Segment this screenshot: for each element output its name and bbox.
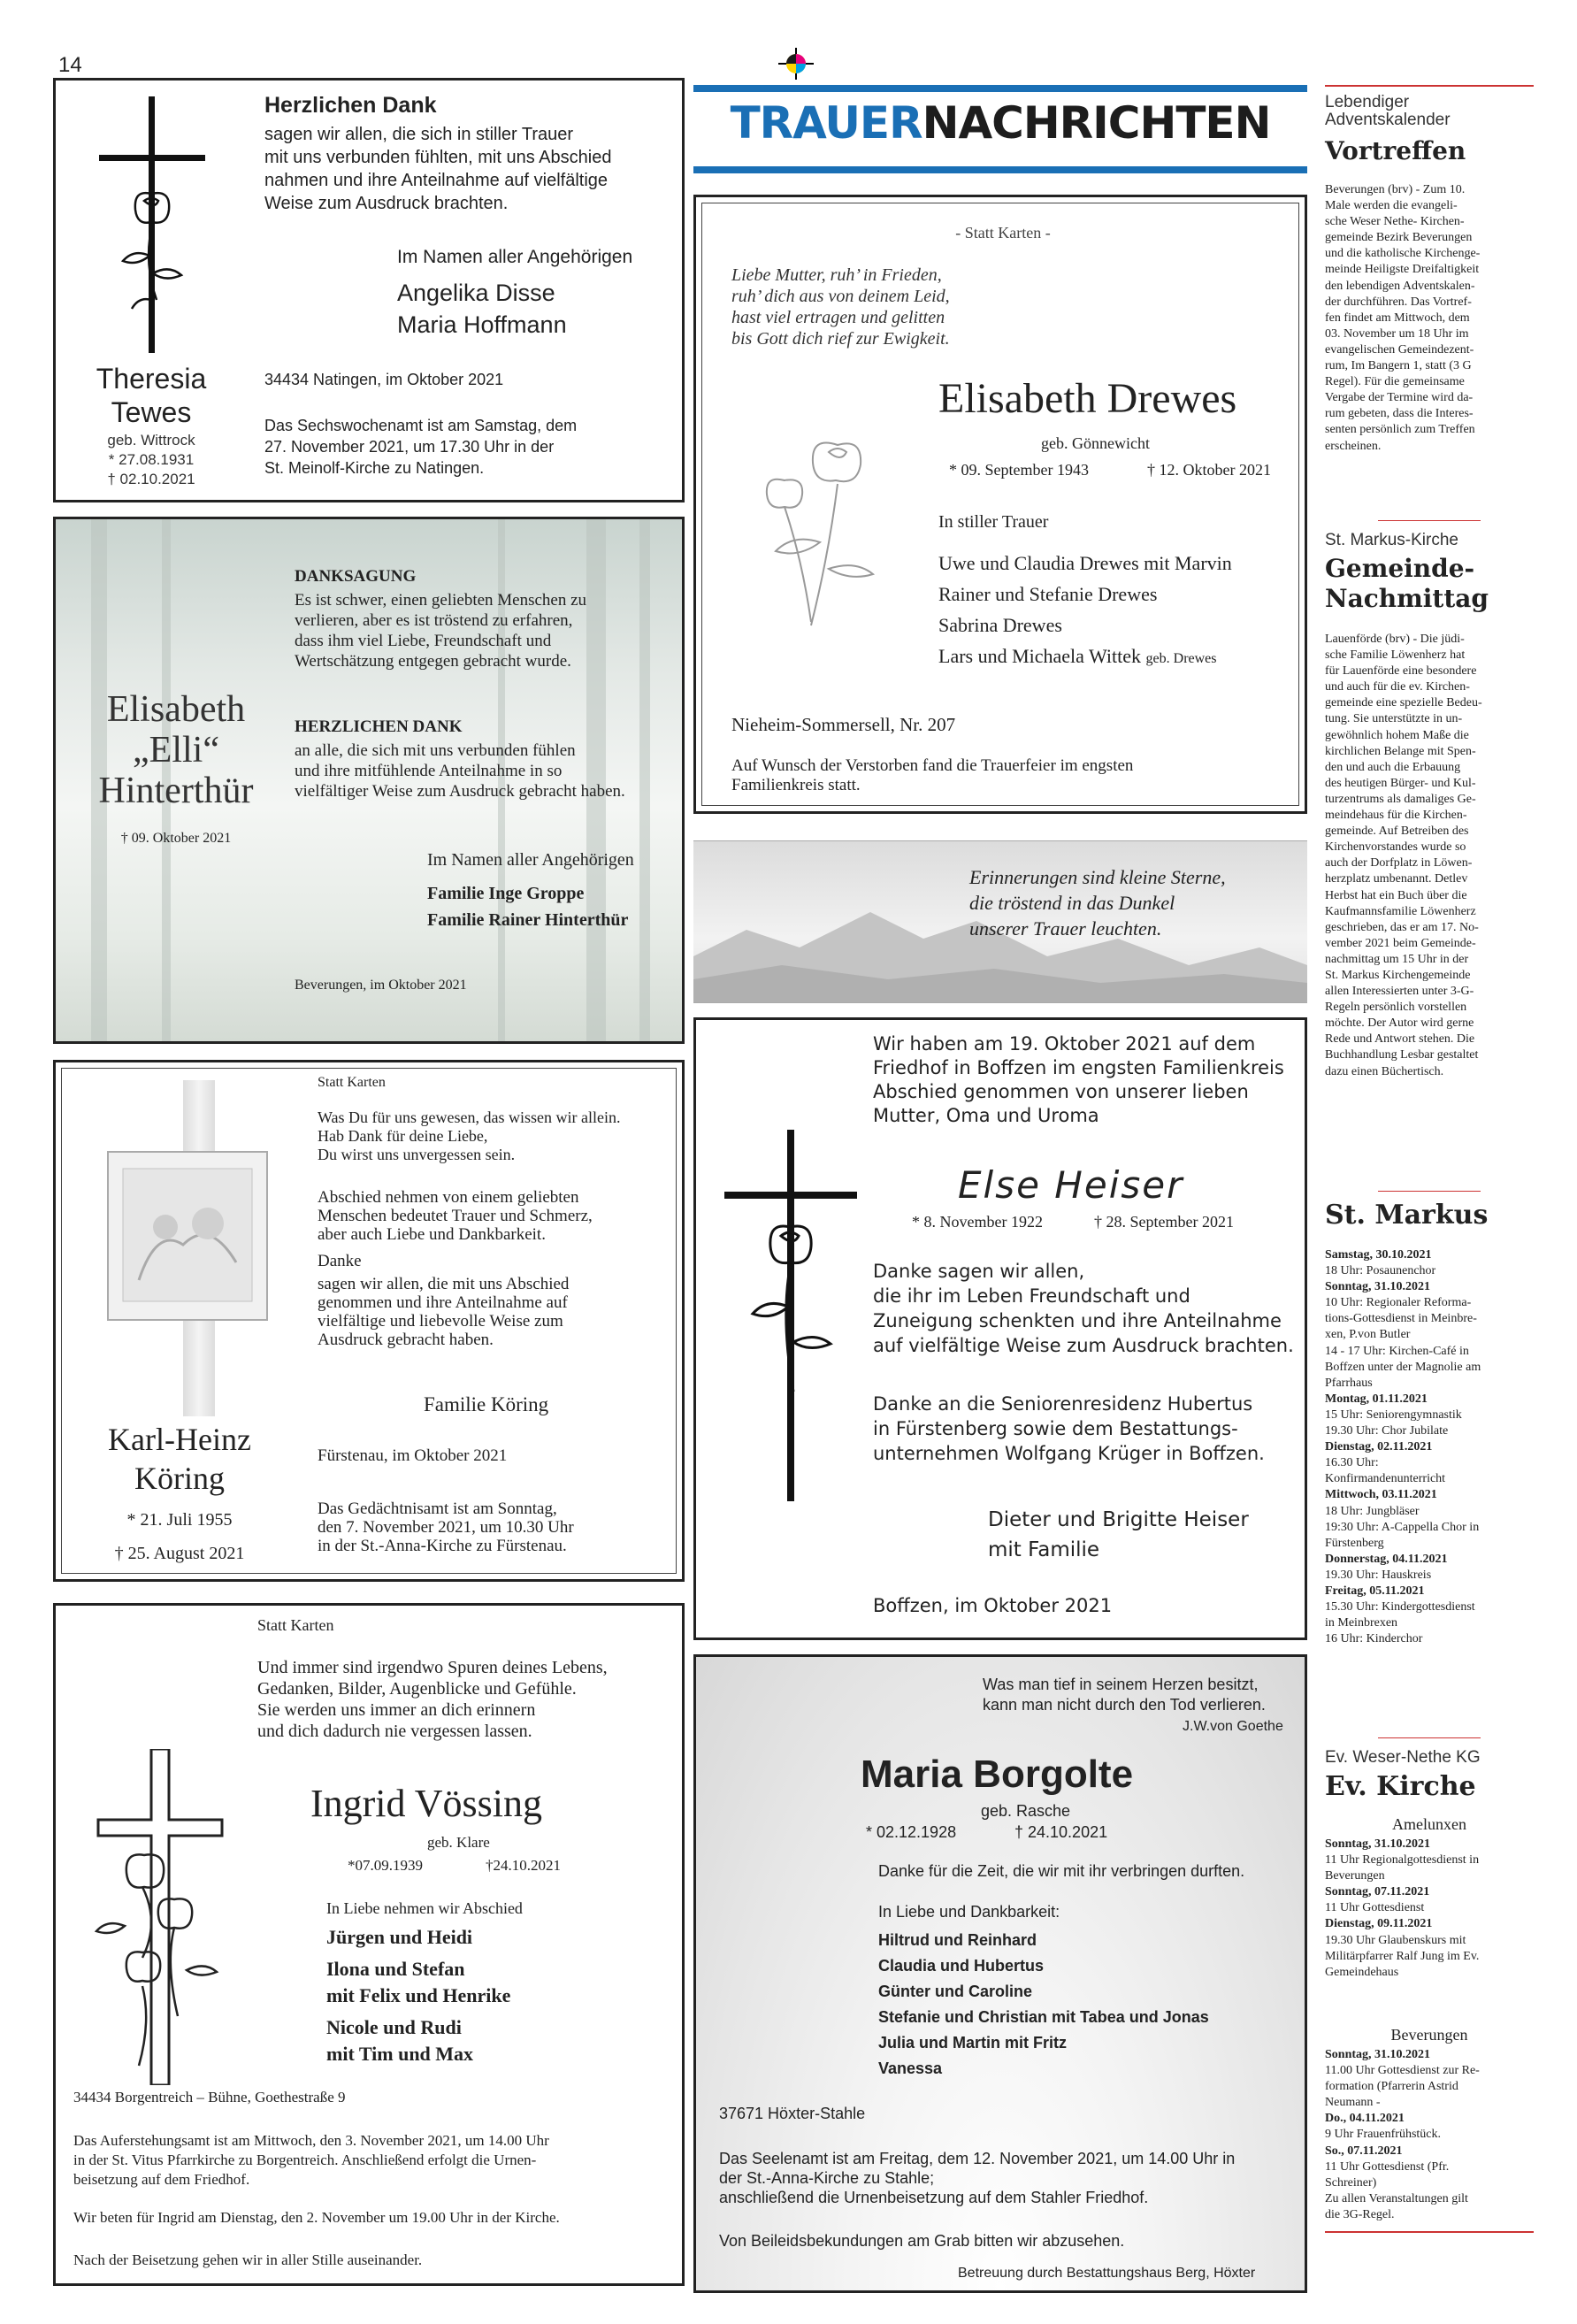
text-line: Ausdruck gebracht haben. xyxy=(318,1331,494,1349)
text-line: Regeln persönlich vorstellen xyxy=(1325,1001,1467,1015)
thanks-text: Danke für die Zeit, die wir mit ihr verbringen durften. xyxy=(878,1862,1245,1880)
text-line: Dieter und Brigitte Heiser xyxy=(988,1508,1249,1531)
text-line: und auch für die ev. Kirchen- xyxy=(1325,680,1470,694)
last-name: Köring xyxy=(134,1461,225,1496)
text-line: Auf Wunsch der Verstorben fand die Trauerfeier im engsten xyxy=(731,756,1134,775)
text-line: 19.30 Uhr Glaubenskurs mit xyxy=(1325,1933,1466,1947)
family-line: Sabrina Drewes xyxy=(938,614,1062,636)
verse xyxy=(257,1657,608,1742)
text-line: St. Meinolf-Kirche zu Natingen. xyxy=(264,459,485,477)
family-line: Hiltrud und Reinhard xyxy=(878,1931,1037,1949)
thanks-text xyxy=(318,1275,569,1349)
section-title-colored: TRAUER xyxy=(730,97,922,149)
born-name: geb. Klare xyxy=(427,1834,490,1851)
article-text xyxy=(1325,182,1480,455)
text-line: in Fürstenberg sowie dem Bestattungs- xyxy=(873,1418,1238,1439)
first-name: Theresia xyxy=(96,363,207,395)
text-line: Mutter, Oma und Uroma xyxy=(873,1105,1099,1126)
text-line: Male werden die evangeli- xyxy=(1325,199,1458,213)
text-line: 18 Uhr: Jungbläser xyxy=(1325,1504,1420,1518)
place-date: Beverungen, im Oktober 2021 xyxy=(295,978,467,993)
text-line: tung. Sie unterstützte in un- xyxy=(1325,712,1463,726)
funeral-home: Betreuung durch Bestattungshaus Berg, Höxter xyxy=(958,2266,1256,2281)
text-line: Buchhandlung Lesbar gestaltet xyxy=(1325,1048,1479,1062)
text-line: verlieren, aber es ist tröstend zu erfahren, xyxy=(295,611,573,630)
text-line: Beverungen (brv) - Zum 10. xyxy=(1325,183,1466,196)
text-line: Sonntag, 31.10.2021 xyxy=(1325,1280,1431,1294)
text-line: in der St. Vitus Pfarrkirche zu Borgentreich. Anschließend erfolgt die Urnen- xyxy=(73,2151,537,2168)
obituary-koering xyxy=(53,1060,685,1582)
text-line: Sonntag, 07.11.2021 xyxy=(1325,1885,1430,1899)
text-line: auf vielfältige Weise zum Ausdruck brachten. xyxy=(873,1335,1294,1356)
body-text xyxy=(295,590,586,671)
death-date: † 25. August 2021 xyxy=(114,1544,245,1563)
service-notice xyxy=(318,1499,574,1555)
text-line: rum, Im Bangern 1, statt (3 G xyxy=(1325,359,1472,373)
family-list xyxy=(326,1924,510,2067)
text-line: herzplatz umbenannt. Detlev xyxy=(1325,872,1468,886)
section-title xyxy=(693,94,1307,152)
text-line: erscheinen. xyxy=(1325,439,1382,453)
text-line: die ihr im Leben Freundschaft und xyxy=(873,1285,1190,1307)
death-date: † 12. Oktober 2021 xyxy=(1147,461,1271,479)
family-line: Claudia und Hubertus xyxy=(878,1957,1045,1975)
page-number: 14 xyxy=(58,53,82,77)
article-title: Vortreffen xyxy=(1325,136,1466,165)
signoff-names xyxy=(397,277,567,341)
family-line: Nicole und Rudi xyxy=(326,2016,462,2038)
place-date: Fürstenau, im Oktober 2021 xyxy=(318,1446,508,1465)
signoff-intro: In Liebe nehmen wir Abschied xyxy=(326,1899,523,1917)
last-name: Tewes xyxy=(111,396,192,428)
deceased-name xyxy=(61,689,291,811)
text-line: auch der Dorfplatz in Löwen- xyxy=(1325,856,1473,871)
text-line: hast viel ertragen und gelitten xyxy=(731,308,945,327)
birth-date: * 8. November 1922 xyxy=(912,1213,1043,1231)
family-line: Vanessa xyxy=(878,2059,943,2077)
body-text-2 xyxy=(295,740,625,802)
birth-date: * 21. Juli 1955 xyxy=(126,1510,233,1530)
text-line: Beverungen xyxy=(1325,1869,1385,1883)
text-line: turzentrums als damaliges Ge- xyxy=(1325,792,1476,806)
text-line: den lebendigen Adventskalen- xyxy=(1325,279,1475,293)
section-title-dark: NACHRICHTEN xyxy=(922,97,1271,149)
text-line: vielfältige und liebevolle Weise zum xyxy=(318,1312,563,1331)
text-line: 9 Uhr Frauenfrühstück. xyxy=(1325,2128,1442,2142)
text-line: und die katholische Kirchenge- xyxy=(1325,247,1481,261)
text-line: meindehaus für die Kirchen- xyxy=(1325,809,1467,823)
born-name: geb. Wittrock xyxy=(107,432,195,449)
text-line: Was man tief in seinem Herzen besitzt, xyxy=(983,1676,1259,1693)
text-line: Das Auferstehungsamt ist am Mittwoch, den 3. November 2021, um 14.00 Uhr xyxy=(73,2132,549,2149)
death-date: † 28. September 2021 xyxy=(1094,1213,1234,1231)
cross-rose-icon xyxy=(724,1130,857,1501)
text-line: 27. November 2021, um 17.30 Uhr in der xyxy=(264,438,555,456)
silence-notice: Nach der Beisetzung gehen wir in aller Stille auseinander. xyxy=(73,2251,423,2268)
condolence-request: Von Beileidsbekundungen am Grab bitten wir abzusehen. xyxy=(719,2232,1125,2250)
schedule xyxy=(1325,1247,1481,1647)
text-line: Sonntag, 31.10.2021 xyxy=(1325,2048,1431,2061)
family-line: Günter und Caroline xyxy=(878,1983,1033,2000)
address: 34434 Borgentreich – Bühne, Goethestraße 9 xyxy=(73,2089,346,2105)
article-text xyxy=(1325,632,1482,1080)
birth-date: * 27.08.1931 xyxy=(108,451,195,468)
text-line: Kirchenvorstandes wurde so xyxy=(1325,840,1466,855)
text-line: nachmittag um 15 Uhr in der xyxy=(1325,952,1469,966)
text-line: Vergabe der Termine wird da- xyxy=(1325,391,1474,405)
text-line: 19:30 Uhr: A-Cappella Chor in xyxy=(1325,1520,1480,1534)
text-line: 19.30 Uhr: Hauskreis xyxy=(1325,1568,1432,1582)
text-line: sagen wir allen, die sich in stiller Trauer xyxy=(264,125,574,144)
text-line: Gemeinde- xyxy=(1325,554,1475,583)
text-line: Neumann - xyxy=(1325,2096,1381,2110)
text-line: Hab Dank für deine Liebe, xyxy=(318,1127,488,1145)
text-line: dass ihm viel Liebe, Freundschaft und xyxy=(295,632,552,650)
text-line: Dienstag, 02.11.2021 xyxy=(1325,1440,1433,1454)
text-line: 16 Uhr: Kinderchor xyxy=(1325,1632,1423,1646)
text-line: Sie werden uns immer an dich erinnern xyxy=(257,1700,536,1720)
text-line: der St.-Anna-Kirche zu Stahle; xyxy=(719,2169,935,2187)
header-top-rule xyxy=(693,85,1307,92)
text-line: Boffzen unter der Magnolie am xyxy=(1325,1360,1481,1374)
text-line: Du wirst uns unvergessen sein. xyxy=(318,1146,516,1163)
service-notice xyxy=(731,756,1133,795)
schedule xyxy=(1325,1837,1479,1981)
text-line: unserer Trauer leuchten. xyxy=(969,917,1162,940)
text-line: vember 2021 beim Gemeinde- xyxy=(1325,936,1476,950)
text-line: 15.30 Uhr: Kindergottesdienst xyxy=(1325,1600,1475,1615)
statt-karten: Statt Karten xyxy=(318,1075,386,1090)
text-line: 18 Uhr: Posaunenchor xyxy=(1325,1264,1436,1278)
text-line: rum gebeten, dass die Interes- xyxy=(1325,407,1474,421)
family-line: Uwe und Claudia Drewes mit Marvin xyxy=(938,552,1232,574)
text-line: Liebe Mutter, ruh’ in Frieden, xyxy=(731,265,942,285)
goethe-quote xyxy=(983,1675,1266,1715)
death-date: † 02.10.2021 xyxy=(107,471,195,487)
text-line: meinde Heiligste Dreifaltigkeit xyxy=(1325,263,1480,277)
family-list xyxy=(878,1928,1209,2082)
text-line: kann man nicht durch den Tod verlieren. xyxy=(983,1696,1266,1714)
family-name: Lars und Michaela Wittek xyxy=(938,645,1142,667)
body-text xyxy=(264,123,611,215)
register-mark-icon xyxy=(778,48,814,80)
subheading: Beverungen xyxy=(1390,2026,1468,2044)
text-line: Das Gedächtnisamt ist am Sonntag, xyxy=(318,1499,557,1518)
text-line: 16.30 Uhr: xyxy=(1325,1456,1379,1470)
heading-danksagung: DANKSAGUNG xyxy=(295,567,417,586)
text-line: mit uns verbunden fühlten, mit uns Abschied xyxy=(264,148,612,167)
first-name: Elisabeth xyxy=(106,689,246,730)
text-line: xen, P.von Butler xyxy=(1325,1328,1411,1342)
text-line: evangelischen Gemeindezent- xyxy=(1325,342,1474,357)
schedule xyxy=(1325,2047,1480,2223)
text-line: beisetzung auf dem Friedhof. xyxy=(73,2171,250,2188)
rose-sketch-icon xyxy=(749,410,908,631)
text-line: anschließend die Urnenbeisetzung auf dem Stahler Friedhof. xyxy=(719,2189,1149,2206)
text-line: Lauenförde (brv) - Die jüdi- xyxy=(1325,633,1465,646)
text-line: Konfirmandenunterricht xyxy=(1325,1472,1446,1486)
text-line: Was Du für uns gewesen, das wissen wir allein. xyxy=(318,1108,621,1126)
place-date: Boffzen, im Oktober 2021 xyxy=(873,1595,1113,1616)
statt-karten: - Statt Karten - xyxy=(955,224,1051,242)
text-line: kirchlichen Belange mit Spen- xyxy=(1325,744,1476,758)
text-line: die tröstend in das Dunkel xyxy=(969,892,1175,914)
family-line: mit Tim und Max xyxy=(326,2043,474,2065)
text-line: Danke sagen wir allen, xyxy=(873,1261,1085,1282)
deceased-name: Maria Borgolte xyxy=(861,1753,1134,1796)
signoff-intro: Im Namen aller Angehörigen xyxy=(397,247,633,267)
text-line: tions-Gottesdienst in Meinbre- xyxy=(1325,1312,1477,1326)
family-line: mit Felix und Henrike xyxy=(326,1984,511,2006)
heading-dank: HERZLICHEN DANK xyxy=(295,717,463,736)
text-line: Militärpfarrer Ralf Jung im Ev. xyxy=(1325,1949,1480,1963)
text-line: senten persönlich zum Treffen xyxy=(1325,423,1475,437)
text-line: dazu einen Büchertisch. xyxy=(1325,1064,1444,1078)
family-line: Familie Rainer Hinterthür xyxy=(427,910,629,930)
text-line: 15 Uhr: Seniorengymnastik xyxy=(1325,1407,1462,1422)
text-line: Do., 04.11.2021 xyxy=(1325,2112,1405,2126)
quote-author: J.W.von Goethe xyxy=(1183,1719,1283,1734)
text-line: Freitag, 05.11.2021 xyxy=(1325,1584,1425,1598)
text-line: mit Familie xyxy=(988,1538,1100,1561)
cross-rose-icon xyxy=(89,1749,231,2085)
text-line: genommen und ihre Anteilnahme auf xyxy=(318,1293,568,1312)
deceased-name: Else Heiser xyxy=(958,1163,1184,1207)
text-line: Pfarrhaus xyxy=(1325,1376,1373,1390)
text-line: Gemeindehaus xyxy=(1325,1965,1399,1979)
text-line: die 3G-Regel. xyxy=(1325,2207,1395,2221)
text-line: Das Seelenamt ist am Freitag, dem 12. November 2021, um 14.00 Uhr in xyxy=(719,2150,1236,2167)
text-line: Familienkreis statt. xyxy=(731,776,861,794)
text-line: Abschied genommen von unserer lieben xyxy=(873,1081,1249,1102)
quote-banner xyxy=(693,840,1307,1003)
text-line: 11 Uhr Gottesdienst xyxy=(1325,1901,1425,1915)
name-line: Maria Hoffmann xyxy=(397,311,567,338)
place: 37671 Höxter-Stahle xyxy=(719,2105,866,2122)
text-line: an alle, die sich mit uns verbunden fühlen xyxy=(295,741,576,760)
text-line: Kaufmannsfamilie Löwenherz xyxy=(1325,904,1476,918)
text-line: Sonntag, 31.10.2021 xyxy=(1325,1837,1431,1851)
text-line: Lebendiger xyxy=(1325,93,1410,111)
text-line: Weise zum Ausdruck brachten. xyxy=(264,194,509,213)
intro-text xyxy=(873,1032,1284,1128)
signoff-families xyxy=(427,880,628,933)
cross-rose-icon xyxy=(95,96,210,353)
heading: Herzlichen Dank xyxy=(264,93,437,118)
text-line: Friedhof in Boffzen im engsten Familienkreis xyxy=(873,1057,1284,1078)
first-name: Karl-Heinz xyxy=(108,1422,251,1457)
obituary-tewes xyxy=(53,78,685,502)
family-list xyxy=(938,548,1232,674)
text-line: allen Interessierten unter 3-G- xyxy=(1325,985,1474,999)
text-line: den 7. November 2021, um 10.30 Uhr xyxy=(318,1518,574,1537)
obituary-borgolte xyxy=(693,1654,1307,2293)
service-notice xyxy=(264,415,577,479)
signoff-intro: In Liebe und Dankbarkeit: xyxy=(878,1903,1060,1921)
deceased-name: Elisabeth Drewes xyxy=(938,375,1237,422)
text-line: Zuneigung schenkten und ihre Anteilnahme xyxy=(873,1310,1282,1331)
text-line: Mittwoch, 03.11.2021 xyxy=(1325,1488,1437,1502)
text-line: sche Familie Löwenherz hat xyxy=(1325,648,1466,663)
service-notice xyxy=(73,2131,549,2190)
obituary-voessing xyxy=(53,1603,685,2286)
text-line: Das Sechswochenamt ist am Samstag, dem xyxy=(264,417,578,434)
thanks-text-2 xyxy=(873,1392,1265,1466)
death-date: † 24.10.2021 xyxy=(1014,1823,1108,1841)
life-dates xyxy=(63,431,240,489)
family-signoff: Familie Köring xyxy=(424,1393,549,1415)
family-line: Jürgen und Heidi xyxy=(326,1926,473,1948)
death-date: †24.10.2021 xyxy=(486,1857,561,1874)
danke-heading: Danke xyxy=(318,1252,362,1270)
nickname: „Elli“ xyxy=(133,730,219,771)
text-line: ruh’ dich aus von deinem Leid, xyxy=(731,287,950,306)
birth-date: *07.09.1939 xyxy=(348,1857,423,1874)
kicker: Ev. Weser-Nethe KG xyxy=(1325,1748,1481,1767)
deceased-name: Ingrid Vössing xyxy=(310,1782,542,1825)
text-line: für Lauenförde eine besondere xyxy=(1325,664,1477,679)
sidebar xyxy=(1325,81,1534,2302)
verse xyxy=(731,265,950,349)
text-line: bis Gott dich rief zur Ewigkeit. xyxy=(731,329,950,349)
kicker: St. Markus-Kirche xyxy=(1325,531,1458,549)
signoff-intro: Im Namen aller Angehörigen xyxy=(427,850,634,870)
text-line: 11 Uhr Regionalgottesdienst in xyxy=(1325,1853,1480,1868)
text-line: St. Markus Kirchengemeinde xyxy=(1325,968,1471,982)
text-line: sagen wir allen, die mit uns Abschied xyxy=(318,1275,570,1293)
text-line: Donnerstag, 04.11.2021 xyxy=(1325,1552,1448,1566)
place-date: 34434 Natingen, im Oktober 2021 xyxy=(264,371,504,388)
text-line: gewöhnlich hohem Maße die xyxy=(1325,728,1469,742)
article-title: Ev. Kirche xyxy=(1325,1771,1476,1802)
text-line: 19.30 Uhr: Chor Jubilate xyxy=(1325,1424,1449,1438)
family-line xyxy=(938,640,1232,674)
text-line: 14 - 17 Uhr: Kirchen-Café in xyxy=(1325,1344,1469,1358)
text-line: Rede und Antwort stehen. Die xyxy=(1325,1032,1475,1047)
header-bottom-rule xyxy=(693,166,1307,173)
family-suffix: geb. Drewes xyxy=(1145,651,1217,666)
text-line: in Meinbrexen xyxy=(1325,1616,1398,1630)
birth-date: * 09. September 1943 xyxy=(949,461,1089,479)
text-line: 03. November um 18 Uhr im xyxy=(1325,326,1469,341)
text-line: in der St.-Anna-Kirche zu Fürstenau. xyxy=(318,1537,567,1555)
quote-text xyxy=(969,864,1226,941)
text-line: Herbst hat ein Buch über die xyxy=(1325,888,1467,902)
family-line: Stefanie und Christian mit Tabea und Jonas xyxy=(878,2008,1209,2026)
family-signoff xyxy=(988,1505,1249,1565)
statt-karten: Statt Karten xyxy=(257,1616,334,1634)
obituary-hinterthuer xyxy=(53,517,685,1044)
text-line: unternehmen Wolfgang Krüger in Boffzen. xyxy=(873,1443,1265,1464)
text-line: Samstag, 30.10.2021 xyxy=(1325,1248,1432,1262)
text-line: Zu allen Veranstaltungen gilt xyxy=(1325,2191,1468,2205)
text-line: Es ist schwer, einen geliebten Menschen zu xyxy=(295,591,587,610)
text-line: Montag, 01.11.2021 xyxy=(1325,1392,1428,1406)
prayer-notice: Wir beten für Ingrid am Dienstag, den 2. November um 19.00 Uhr in der Kirche. xyxy=(73,2209,560,2226)
obituary-heiser xyxy=(693,1017,1307,1640)
address: Nieheim-Sommersell, Nr. 207 xyxy=(731,714,956,735)
text-line: Fürstenberg xyxy=(1325,1536,1384,1550)
text-line: 11.00 Uhr Gottesdienst zur Re- xyxy=(1325,2064,1480,2078)
article-title: St. Markus xyxy=(1325,1200,1489,1231)
verse xyxy=(318,1108,620,1164)
text-line: und ihre mitfühlende Anteilnahme in so xyxy=(295,762,563,780)
deceased-name xyxy=(65,1420,295,1498)
family-line: Ilona und Stefan xyxy=(326,1958,465,1980)
text-line: Nachmittag xyxy=(1325,584,1489,613)
text-line: So., 07.11.2021 xyxy=(1325,2144,1403,2158)
death-date: † 09. Oktober 2021 xyxy=(120,831,232,846)
text-line: Erinnerungen sind kleine Sterne, xyxy=(969,866,1226,888)
farewell-text xyxy=(318,1188,593,1244)
name-line: Angelika Disse xyxy=(397,280,555,306)
text-line: Regel). Für die gemeinsame xyxy=(1325,375,1465,389)
service-notice xyxy=(719,2149,1235,2207)
text-line: des heutigen Bürger- und Kul- xyxy=(1325,776,1476,790)
text-line: Schreiner) xyxy=(1325,2175,1377,2190)
thanks-text xyxy=(873,1259,1294,1358)
family-line: Familie Inge Groppe xyxy=(427,884,585,903)
subheading: Amelunxen xyxy=(1392,1815,1466,1833)
family-line: Julia und Martin mit Fritz xyxy=(878,2034,1068,2052)
text-line: Danke an die Seniorenresidenz Hubertus xyxy=(873,1393,1253,1415)
last-name: Hinterthür xyxy=(98,771,254,811)
text-line: gemeinde Bezirk Beverungen xyxy=(1325,231,1473,245)
article-title xyxy=(1325,554,1489,614)
text-line: geschrieben, das er am 17. No- xyxy=(1325,920,1479,934)
text-line: Menschen bedeutet Trauer und Schmerz, xyxy=(318,1207,593,1225)
text-line: Abschied nehmen von einem geliebten xyxy=(318,1188,579,1207)
text-line: Gedanken, Bilder, Augenblicke und Gefühle. xyxy=(257,1679,577,1699)
born-name: geb. Gönnewicht xyxy=(1041,434,1150,452)
text-line: Dienstag, 09.11.2021 xyxy=(1325,1917,1433,1931)
text-line: Und immer sind irgendwo Spuren deines Lebens, xyxy=(257,1658,608,1677)
text-line: fen findet am Mittwoch, dem xyxy=(1325,311,1470,325)
text-line: 11 Uhr Gottesdienst (Pfr. xyxy=(1325,2159,1450,2174)
text-line: sche Weser Nethe- Kirchen- xyxy=(1325,215,1465,229)
text-line: 10 Uhr: Regionaler Reforma- xyxy=(1325,1296,1472,1310)
photo-frame-icon xyxy=(103,1147,272,1324)
text-line: möchte. Der Autor wird gerne xyxy=(1325,1016,1474,1031)
text-line: aber auch Liebe und Dankbarkeit. xyxy=(318,1225,546,1244)
text-line: Wir haben am 19. Oktober 2021 auf dem xyxy=(873,1033,1256,1055)
born-name: geb. Rasche xyxy=(981,1802,1071,1820)
signoff-intro: In stiller Trauer xyxy=(938,512,1049,532)
text-line: Adventskalender xyxy=(1325,111,1451,129)
text-line: der durchführen. Das Vortref- xyxy=(1325,295,1472,309)
kicker xyxy=(1325,94,1451,129)
text-line: gemeinde. Auf Betreiben des xyxy=(1325,825,1469,839)
family-line: Rainer und Stefanie Drewes xyxy=(938,583,1158,605)
obituary-drewes xyxy=(693,195,1307,814)
text-line: und dich dadurch nie vergessen lassen. xyxy=(257,1722,532,1741)
text-line: nahmen und ihre Anteilnahme auf vielfältige xyxy=(264,171,609,190)
text-line: den und auch die Erbauung xyxy=(1325,760,1461,774)
birth-date: * 02.12.1928 xyxy=(866,1823,957,1841)
text-line: Wertschätzung entgegen gebracht wurde. xyxy=(295,652,571,671)
text-line: gemeinde eine spezielle Bedeu- xyxy=(1325,696,1482,710)
text-line: formation (Pfarrerin Astrid xyxy=(1325,2080,1458,2094)
deceased-name xyxy=(63,362,240,429)
text-line: vielfältiger Weise zum Ausdruck gebracht haben. xyxy=(295,782,625,801)
